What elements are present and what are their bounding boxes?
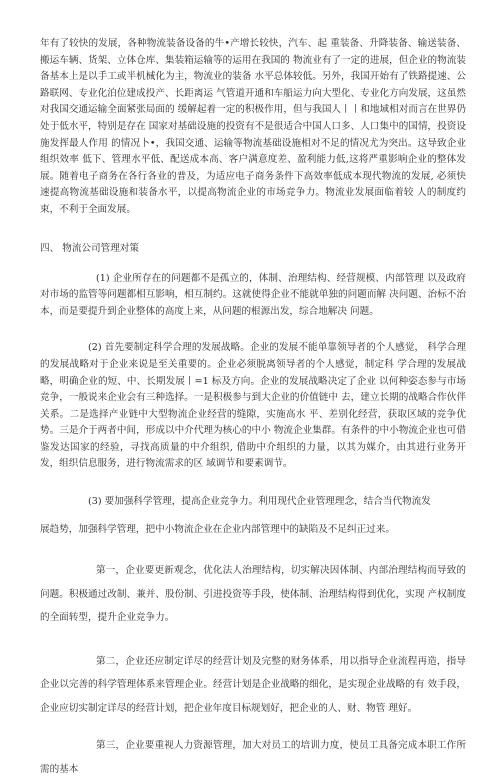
spacer — [40, 473, 466, 493]
spacer — [40, 539, 466, 559]
section-heading: 四、 物流公司管理对策 — [40, 242, 139, 254]
paragraph-logistics-equipment: 年有了较快的发展，各种物流装备设备的牛•产增长较快，汽车、起 重装备、升降装备、输送装备、搬运车辆、货架、立体仓库、集装箱运输等的运用在我国的 物流业有了一定的进展，但企业的物流装备基本上是以手工或半机械化为主，物流业的装备 水平总体较低。另外，我国开始有了铁路提速、公路联网、专业化泊位建成投产、长距离运 气管道开通和车船运力向大型化、专业化方向发展，这虽然对我国交通运输全面紧张局面的 缓解起着一定的积极作用，但与我国人丨丨和地域相对而言在世界仍处于低水平，特别是存在 国家对基础设施的投资有不是很适合中国人口多、人口集中的国情，投资设施发挥最人作用 的情况卜•，我国交通、运输等物流基础设施相对不足的情况尤为突出。这导致企业组织效率 低下、管理水平低、配送成本高、客户满意度差、盈利能力低,这将严重影响企业的整体发 展。随着电子商务在各行各业的普及，为适应电子商务条件下高效率低成本现代物流的发展, 必须快速提高物流基础设施和装备水平，以提高物流企业的市场竞争力。物流业发展面临着较 人的制度约束，不利于全面发展。 — [40, 38, 466, 215]
spacer — [40, 511, 466, 521]
spacer — [40, 720, 466, 734]
paragraph-point-3-line-2: 展趋势，加强科学管理，把中小物流企业在企业内部管理中的缺陷及不足纠正过来。 — [40, 524, 395, 536]
paragraph-second-measure: 第二，企业还应制定详尽的经营计划及完整的财务体系，用以指导企业流程再造，指导 企业以完善的科学管理体系来管理企业。经营计划是企业战略的细化，是实现企业战略的有 效手段，企业应切实制定详尽的经营计划，把企业年度目标规划好，把企业的人、财、物管 理好。 — [40, 655, 466, 714]
spacer — [40, 320, 466, 340]
spacer — [40, 630, 466, 650]
paragraph-point-3-line-1: (3) 要加强科学管理，提高企业竞争力。利用现代企业管理理念，结合当代物流发 — [88, 496, 431, 508]
paragraph-point-2: (2) 首先要制定科学合理的发展战略。企业的发展不能单靠领导者的个人感觉， 科学合理的发展战略对于企业来说是至关重要的。企业必须脱离领导者的个人感觉，制定科 学合理的发展战略，明确企业的短、中、长期发展丨=1 标及方向。企业的发展战略决定了企业 以何种姿态参与市场竞争，一般说来企业会有三种选择。一是积极参与到大企业的价值链中 去，建立长期的战略合作伙伴关系。二是选择产业链中大型物流企业经营的缝隙，实施高水 平、差别化经营，获取区域的竞争优势。三是介于两者中间，形成以中介代理为核心的中小 物流企业集群。有条件的中小物流企业也可借鉴发达国家的经验，寻找高质量的中介组织, 借助中介组织的力量，以其为媒介，由其进行业务开发，组织信息服务，进行物流需求的区 域调节和要素调节。 — [40, 342, 466, 470]
paragraph-first-measure: 第一，企业要更新观念，优化法人治理结构，切实解决因体制、内部治理结构而导致的 问题。积极通过改制、兼并、股份制、引进投资等手段，使体制、治理结构得到优化，实现 产权制度的全面转型，提升企业竞争力。 — [40, 565, 466, 624]
paragraph-third-measure: 第三，企业要重视人力资源管理，加大对员工的培训力度，使员工具备完成本职工作所 需的基本 — [40, 740, 466, 775]
paragraph-point-1: (1) 企业所存在的问题都不是孤立的，体制、治理结构、经营规模、内部管理 以及政府对市场的监管等问题都相互影响，相互制约。这就使得企业不能就单独的问题而解 决问题、治标不治本，而是要提升到企业整体的高度上来，从问题的根源出发，综合地解决 问题。 — [40, 272, 466, 317]
